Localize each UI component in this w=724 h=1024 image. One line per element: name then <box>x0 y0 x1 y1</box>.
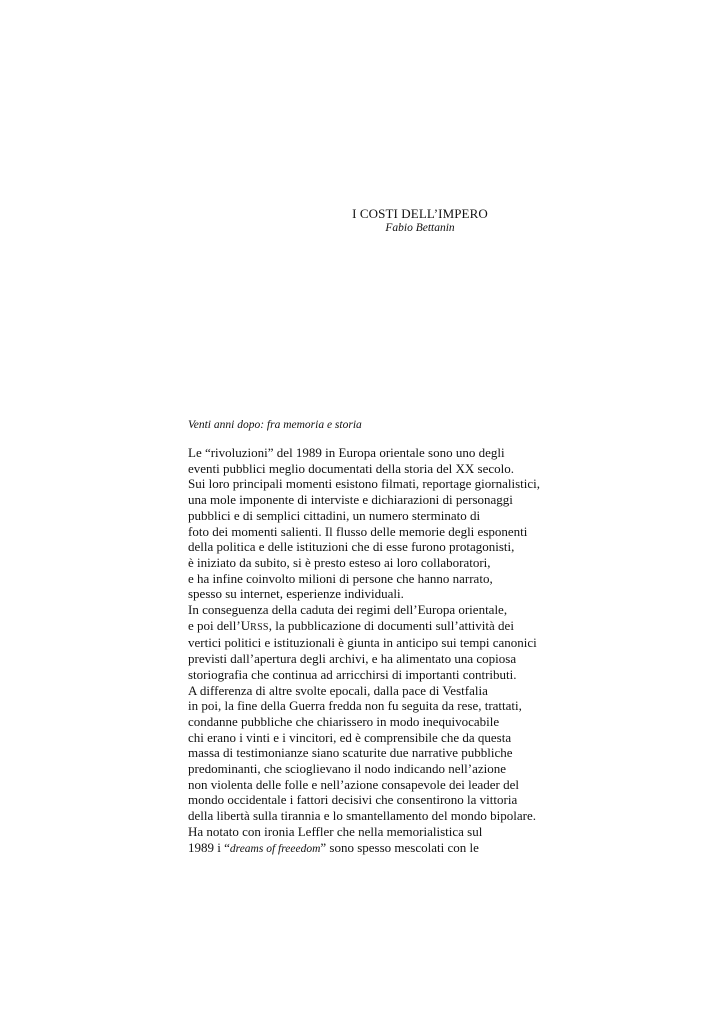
text-line: previsti dall’apertura degli archivi, e ha alimentato una copiosa <box>188 651 517 667</box>
text-line: pubblici e di semplici cittadini, un numero sterminato di <box>188 507 481 523</box>
chapter-title: I COSTI DELL’IMPERO <box>352 206 488 221</box>
smallcaps-fragment: RSS <box>250 621 269 633</box>
text-line-last <box>188 840 568 858</box>
section-title: Venti anni dopo: fra memoria e storia <box>188 419 362 431</box>
text-line: è iniziato da subito, si è presto esteso ai loro collaboratori, <box>188 554 491 570</box>
text-line: storiografia che continua ad arricchirsi di importanti contributi. <box>188 666 517 682</box>
body-paragraphs <box>188 445 568 857</box>
text-line: in poi, la fine della Guerra fredda non fu seguita da rese, trattati, <box>188 698 522 714</box>
text-line: una mole imponente di interviste e dichiarazioni di personaggi <box>188 492 513 508</box>
text-fragment: 1989 i “ <box>188 839 230 855</box>
text-fragment: e poi dell’U <box>188 617 251 633</box>
text-line: predominanti, che scioglievano il nodo indicando nell’azione <box>188 761 507 777</box>
text-line: In conseguenza della caduta dei regimi dell’Europa orientale, <box>188 602 508 618</box>
text-line-urss <box>188 618 568 636</box>
text-line: eventi pubblici meglio documentati della storia del XX secolo. <box>188 460 514 476</box>
text-line: mondo occidentale i fattori decisivi che consentirono la vittoria <box>188 792 518 808</box>
text-line: Sui loro principali momenti esistono filmati, reportage giornalistici, <box>188 476 541 492</box>
text-line: condanne pubbliche che chiarissero in modo inequivocabile <box>188 713 500 729</box>
text-line: Ha notato con ironia Leffler che nella memorialistica sul <box>188 823 483 839</box>
text-line: della politica e delle istituzioni che di esse furono protagonisti, <box>188 539 515 555</box>
text-fragment: ” sono spesso mescolati con le <box>320 839 479 855</box>
text-line: della libertà sulla tirannia e lo smantellamento del mondo bipolare. <box>188 808 537 824</box>
text-line: foto dei momenti salienti. Il flusso delle memorie degli esponenti <box>188 523 528 539</box>
chapter-heading <box>300 206 540 235</box>
text-line: chi erano i vinti e i vincitori, ed è comprensibile che da questa <box>188 729 512 745</box>
text-line: spesso su internet, esperienze individuali. <box>188 586 404 602</box>
text-line: massa di testimonianze siano scaturite due narrative pubbliche <box>188 745 513 761</box>
text-line: Le “rivoluzioni” del 1989 in Europa orientale sono uno degli <box>188 445 505 460</box>
text-line: e ha infine coinvolto milioni di persone che hanno narrato, <box>188 570 493 586</box>
chapter-author: Fabio Bettanin <box>385 222 455 234</box>
text-line: non violenta delle folle e nell’azione consapevole dei leader del <box>188 776 519 792</box>
text-line: vertici politici e istituzionali è giunta in anticipo sui tempi canonici <box>188 635 537 651</box>
italic-fragment: dreams of freeedom <box>229 842 321 855</box>
text-line: A differenza di altre svolte epocali, dalla pace di Vestfalia <box>188 682 488 698</box>
text-fragment: , la pubblicazione di documenti sull’attività dei <box>268 617 514 633</box>
